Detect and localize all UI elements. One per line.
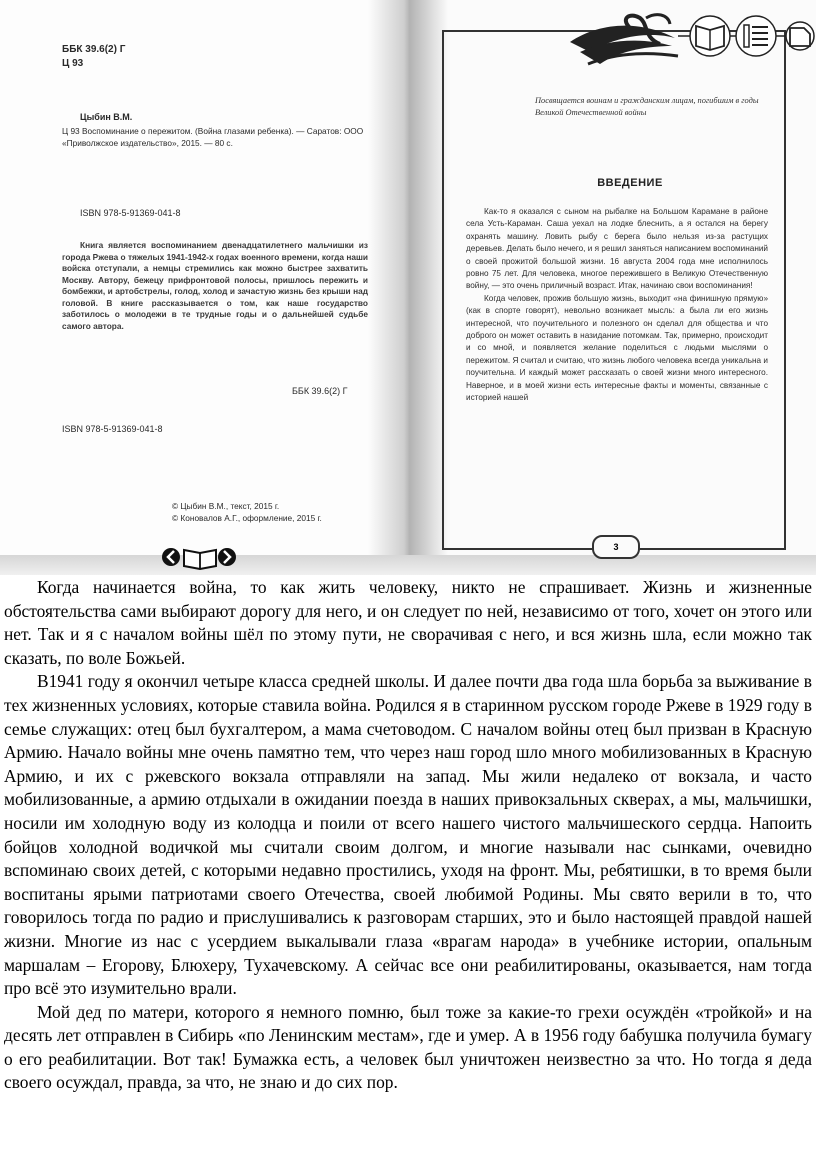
copyright-text: © Цыбин В.М., текст, 2015 г. — [172, 501, 280, 511]
book-gutter — [368, 0, 448, 560]
library-entry: Ц 93 Воспоминание о пережитом. (Война глазами ребенка). — Саратов: ООО «Приволжское издательство», 2015. — 80 с. — [62, 126, 364, 148]
text-list-icon — [736, 16, 776, 56]
bbk-code-bottom: ББК 39.6(2) Г — [292, 386, 348, 396]
paragraph: В1941 году я окончил четыре класса средней школы. И далее почти два года шла борьба за выживание в тех жизненных условиях, которые ставила война. Родился я в старинном русском городе Ржеве в 1929 году в семье служащих: отец был бухгалтером, а мама счетоводом. С началом войны отец был призван в Красную Армию. Начало войны мне очень памятно тем, что через наш город шло много мобилизованных в Красную Армию, и их с ржевского вокзала отправляли на запад. Мы жили недалеко от вокзала, и часто мобилизованные, а армию отдыхали в ожидании поезда в наших привокзальных скверах, а мы, мальчишки, носили им холодную воду из колодца и поили от всего нашего чистого мальчишеского сердца. Напоить бойцов холодной водичкой мы считали своим долгом, и многие называли нас сынками, очевидно вспоминаю своих детей, с которыми недавно простились, уходя на фронт. Мы, ребятишки, в то время были воспитаны ярыми патриотами своего Отечества, своей любимой Родины. Мы свято верили в то, что говорилось тогда по радио и прислушивались к разговорам старших, это и было настоящей правдой нашей жизни. Многие из нас с усердием выкалывали глаза «врагам народа» в учебнике истории, опальным маршалам – Егорову, Блюхеру, Тухачевскому. А сейчас все они реабилитированы, оказывается, нам тогда про всё это изумительно врали. — [4, 671, 812, 999]
page-navigation — [160, 544, 240, 570]
intro-text — [466, 206, 768, 405]
st-george-ribbon-icon — [570, 15, 678, 64]
page-number: 3 — [592, 535, 640, 559]
dedication: Посвящается воинам и гражданским лицам, погибшим в годы Великой Отечественной войны — [535, 96, 759, 117]
page-edge — [0, 555, 816, 575]
bbk-code: ББК 39.6(2) Г — [62, 44, 126, 55]
folder-icon — [786, 22, 814, 50]
book-spread-image — [0, 0, 816, 575]
paragraph: Мой дед по матери, которого я немного помню, был тоже за какие-то грехи осуждён «тройкой» и на десять лет отправлен в Сибирь «по Ленинским местам», где и умер. А в 1956 году бабушка получила бумагу о его реабилитации. Вот так! Бумажка есть, а человек был уничтожен неизвестно за что. Но тогда я деда своего осуждал, правда, за что, не знаю и до сих пор. — [4, 1001, 812, 1093]
isbn-top: ISBN 978-5-91369-041-8 — [80, 208, 181, 218]
ribbon-book-icons — [560, 8, 816, 78]
isbn-bottom: ISBN 978-5-91369-041-8 — [62, 424, 163, 434]
copyright-design: © Коновалов А.Г., оформление, 2015 г. — [172, 512, 322, 523]
author-name: Цыбин В.М. — [80, 112, 133, 122]
author-code: Ц 93 — [62, 58, 84, 69]
chapter-heading: ВВЕДЕНИЕ — [597, 177, 663, 189]
intro-paragraph: Когда человек, прожив большую жизнь, выходит «на финишную прямую» (как в спорте говорят), невольно возникает мысль: а была ли его жизнь интересной, что поучительного и полезного он сделал для общества и что доброго он может оставить в назидание потомкам. Так, примерно, происходит и со мной, и появляется желание поделиться с людьми мыслями о пережитом. Я считал и считаю, что жизнь любого человека всегда уникальна и поучительна. И каждый может рассказать о своей жизни много интересного. Наверное, и в моей жизни есть интересные факты и моменты, связанные с историей нашей — [466, 293, 768, 403]
body-text — [4, 576, 812, 1095]
book-annotation: Книга является воспоминанием двенадцатилетнего мальчишки из города Ржева о тяжелых 1941-1942-х годах военного времени, когда наши войска отступали, а немцы стремились как можно быстрее захватить Москву. Автору, бежецу прифронтовой полосы, пришлось пережить и бомбежки, и артобстрелы, голод, холод и зачастую жизнь без крыши над головой. В книге рассказывается о том, как наше государство заботилось о молодежи в те трудные годы и о дальнейшей судьбе самого автора. — [62, 240, 368, 331]
open-book-icon — [690, 16, 730, 56]
left-page — [0, 0, 408, 560]
next-arrow-icon[interactable] — [218, 548, 236, 566]
intro-paragraph: Как-то я оказался с сыном на рыбалке на Большом Карамане в районе села Усть-Караман. Саша уехал на лодке блеснить, а я остался на берегу охранять машину. Ловить рыбу с берега было нельзя из-за растущих деревьев. Делать было нечего, и я решил заняться написанием воспоминаний о своей прожитой большой жизни. 16 августа 2004 года мне исполнилось ровно 75 лет. Для человека, многое пережившего в Великую Отечественную войну, — это очень приличный возраст. Итак, начинаю свои воспоминания! — [466, 207, 768, 291]
copyright-block — [172, 501, 392, 524]
paragraph: Когда начинается война, то как жить человеку, никто не спрашивает. Жизнь и жизненные обстоятельства сами выбирают дорогу для него, и он следует по ней, независимо от того, хочет он этого или нет. Так и я с началом войны шёл по этому пути, не сворачивая с него, и вся жизнь шла, если можно так сказать, по воле Божьей. — [4, 577, 812, 668]
open-book-icon — [184, 550, 216, 569]
prev-arrow-icon[interactable] — [162, 548, 180, 566]
